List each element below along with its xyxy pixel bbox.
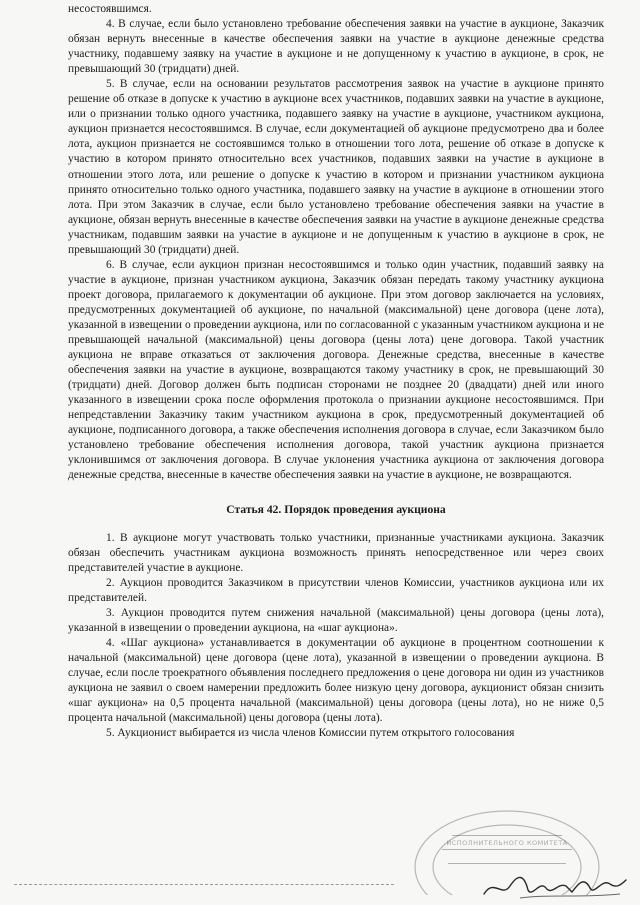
article-heading: Статья 42. Порядок проведения аукциона (226, 502, 446, 516)
handwritten-signature (480, 868, 630, 904)
article-paragraph-2: 2. Аукцион проводится Заказчиком в присутствии членов Комиссии, участников аукциона или их представителей. (68, 576, 604, 604)
article-paragraph-4: 4. «Шаг аукциона» устанавливается в документации об аукционе в процентном соотношении к начальной (максимальной) цене договора (цене лота), указанной в извещении о проведении аукциона. В случае, если после троекратного объявления последнего предложения о цене договора ни один из участников аукциона не заявил о своем намерении предложить более низкую цену договора, аукционист обязан снизить «шаг аукциона» на 0,5 процента начальной (максимальной) цены договора (цены лота), но не ниже 0,5 процента начальной (максимальной) цены договора (цены лота). (68, 636, 604, 725)
paragraph-5: 5. В случае, если на основании результатов рассмотрения заявок на участие в аукционе принято решение об отказе в допуске к участию в аукционе всех участников, подавших заявки на участие в аукционе, или о признании только одного участника, подавшего заявку на участие в аукционе, участником аукциона, аукцион признается несостоявшимся. В случае, если документацией об аукционе предусмотрено два и более лота, аукцион признается не состоявшимся только в отношении того лота, решение об отказе в допуске к участию в котором принято относительно всех участников, подавших заявки на участие в аукционе в отношении этого лота, или решение о допуске к участию в котором и признании участником аукциона принято относительно только одного участника, подавшего заявку на участие в аукционе в отношении этого лота. При этом Заказчик в случае, если было установлено требование обеспечения заявки на участие в аукционе, обязан вернуть внесенные в качестве обеспечения заявки на участие в аукционе денежные средства участникам, подавшим заявки на участие в аукционе и не допущенным к участию в аукционе в срок, не превышающий 30 (тридцати) дней. (68, 78, 604, 256)
bottom-dashed-rule (14, 884, 394, 885)
paragraph-4: 4. В случае, если было установлено требование обеспечения заявки на участие в аукционе, Заказчик обязан вернуть внесенные в качестве обеспечения заявки на участие в аукционе денежные средства участнику, подавшему заявку на участие в аукционе и не допущенному к участию в аукционе, в срок, не превышающий 30 (тридцати) дней. (68, 18, 604, 76)
article-paragraph-3: 3. Аукцион проводится путем снижения начальной (максимальной) цены договора (цены лота), указанной в извещении о проведении аукциона, на «шаг аукциона». (68, 606, 604, 634)
lead-text: несостоявшимся. (68, 3, 152, 15)
article-paragraph-1: 1. В аукционе могут участвовать только участники, признанные участниками аукциона. Заказчик обязан обеспечить участникам аукциона возможность принять непосредственное или через своих представителей участие в аукционе. (68, 531, 604, 574)
document-body (68, 2, 604, 741)
stamp-text: ИСПОЛНИТЕЛЬНОГО КОМИТЕТА (446, 839, 568, 847)
article-paragraph-5: 5. Аукционист выбирается из числа членов Комиссии путем открытого голосования (106, 727, 515, 740)
paragraph-6: 6. В случае, если аукцион признан несостоявшимся и только один участник, подавший заявку на участие в аукционе, признан участником аукциона, Заказчик обязан передать такому участнику аукциона проект договора, прилагаемого к документации об аукционе. При этом договор заключается на условиях, предусмотренных документацией об аукционе, по начальной (максимальной) цене договора (цене лота), указанной в извещении о проведении аукциона, или по согласованной с указанным участником аукциона и не превышающей начальной (максимальной) цены договора (цены лота) цене договора. Такой участник аукциона не вправе отказаться от заключения договора. Денежные средства, внесенные в качестве обеспечения заявки на участие в аукционе, возвращаются такому участнику в срок, не превышающий 30 (тридцати) дней. Договор должен быть подписан сторонами не позднее 20 (двадцати) дней или иного указанного в извещении срока после оформления протокола о признании аукционе несостоявшимся. При непредставлении Заказчику таким участником аукциона в срок, предусмотренный документацией об аукционе, подписанного договора, а также обеспечения исполнения договора в случае, если Заказчиком было установлено требование обеспечения исполнения договора, такой участник аукциона признается уклонившимся от заключения договора. В случае уклонения участника аукциона от заключения договора денежные средства, внесенные в качестве обеспечения заявки на участие в аукционе, не возвращаются. (68, 258, 604, 482)
official-stamp (412, 805, 602, 895)
